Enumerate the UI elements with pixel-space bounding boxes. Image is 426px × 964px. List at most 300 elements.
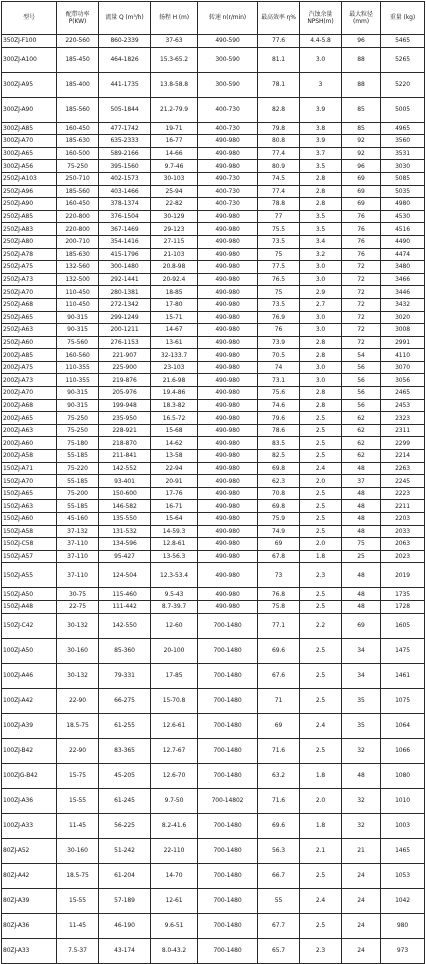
cell-npsh: 3.0 (300, 273, 342, 286)
cell-efficiency: 77.5 (258, 261, 300, 274)
cell-npsh: 2.5 (300, 500, 342, 513)
cell-model: 300ZJ-A95 (2, 72, 57, 97)
cell-speed: 490-980 (198, 298, 258, 311)
cell-head: 13-56.3 (151, 550, 198, 563)
cell-speed: 400-730 (198, 198, 258, 211)
cell-npsh: 2.8 (300, 349, 342, 362)
cell-efficiency: 82.8 (258, 97, 300, 122)
cell-model: 250ZJ-A96 (2, 185, 57, 198)
table-row (2, 336, 425, 349)
cell-power: 37-110 (57, 538, 99, 551)
cell-speed: 490-980 (198, 160, 258, 173)
cell-flow: 225-900 (99, 361, 151, 374)
cell-npsh: 2.3 (300, 563, 342, 588)
cell-model: 200ZJ-A58 (2, 450, 57, 463)
cell-efficiency: 79.6 (258, 412, 300, 425)
cell-speed: 490-980 (198, 210, 258, 223)
cell-npsh: 2.4 (300, 713, 342, 738)
cell-model: 100ZJ-A33 (2, 813, 57, 838)
cell-flow: 402-1573 (99, 172, 151, 185)
cell-flow: 228-921 (99, 424, 151, 437)
cell-model: 250ZJ-A103 (2, 172, 57, 185)
cell-head: 16.5-72 (151, 412, 198, 425)
cell-power: 185-630 (57, 248, 99, 261)
cell-particle-size: 54 (342, 349, 381, 362)
cell-head: 27-115 (151, 235, 198, 248)
cell-head: 32-133.7 (151, 349, 198, 362)
cell-particle-size: 96 (342, 35, 381, 48)
cell-particle-size: 48 (342, 563, 381, 588)
cell-speed: 400-730 (198, 122, 258, 135)
cell-flow: 79-331 (99, 663, 151, 688)
cell-npsh: 2.8 (300, 185, 342, 198)
cell-head: 9.7-50 (151, 788, 198, 813)
table-row (2, 713, 425, 738)
cell-power: 185-560 (57, 185, 99, 198)
cell-npsh: 2.5 (300, 738, 342, 763)
cell-flow: 61-204 (99, 863, 151, 888)
cell-head: 8.0-43.2 (151, 938, 198, 963)
cell-power: 75-250 (57, 412, 99, 425)
table-row (2, 938, 425, 963)
cell-model: 100ZJ-A46 (2, 663, 57, 688)
cell-flow: 299-1249 (99, 311, 151, 324)
cell-model: 250ZJ-A73 (2, 273, 57, 286)
cell-weight: 2311 (381, 424, 425, 437)
cell-power: 220-560 (57, 35, 99, 48)
cell-model: 100ZJ-B42 (2, 738, 57, 763)
cell-model: 200ZJ-A60 (2, 437, 57, 450)
cell-speed: 490-980 (198, 311, 258, 324)
table-row (2, 273, 425, 286)
cell-npsh: 2.8 (300, 198, 342, 211)
header-weight: 重量 (kg) (381, 2, 425, 35)
cell-npsh: 1.8 (300, 813, 342, 838)
cell-model: 300ZJ-A90 (2, 97, 57, 122)
cell-speed: 490-980 (198, 424, 258, 437)
cell-efficiency: 75 (258, 286, 300, 299)
cell-weight: 3432 (381, 298, 425, 311)
cell-model: 150ZJ-A48 (2, 600, 57, 613)
cell-head: 25-94 (151, 185, 198, 198)
cell-npsh: 3.5 (300, 210, 342, 223)
cell-model: 300ZJ-A85 (2, 122, 57, 135)
cell-power: 220-800 (57, 223, 99, 236)
cell-weight: 1053 (381, 863, 425, 888)
cell-particle-size: 32 (342, 738, 381, 763)
cell-npsh: 2.5 (300, 412, 342, 425)
cell-model: 80ZJ-A39 (2, 888, 57, 913)
cell-head: 17-85 (151, 663, 198, 688)
cell-particle-size: 72 (342, 286, 381, 299)
table-row (2, 223, 425, 236)
cell-model: 350ZJ-F100 (2, 35, 57, 48)
cell-power: 160-500 (57, 147, 99, 160)
cell-npsh: 3 (300, 72, 342, 97)
cell-model: 80ZJ-A36 (2, 913, 57, 938)
cell-head: 9.6-51 (151, 913, 198, 938)
cell-model: 300ZJ-A70 (2, 135, 57, 148)
cell-model: 200ZJ-A63 (2, 424, 57, 437)
cell-head: 18-85 (151, 286, 198, 299)
cell-npsh: 2.8 (300, 172, 342, 185)
cell-power: 18.5-75 (57, 713, 99, 738)
cell-particle-size: 32 (342, 788, 381, 813)
cell-efficiency: 62.3 (258, 475, 300, 488)
pump-spec-document (1, 1, 424, 964)
cell-npsh: 2.2 (300, 613, 342, 638)
cell-weight: 3008 (381, 324, 425, 337)
cell-flow: 218-870 (99, 437, 151, 450)
cell-efficiency: 78.1 (258, 72, 300, 97)
cell-model: 150ZJ-C42 (2, 613, 57, 638)
cell-speed: 490-980 (198, 324, 258, 337)
cell-head: 13-61 (151, 336, 198, 349)
table-row (2, 563, 425, 588)
cell-particle-size: 48 (342, 500, 381, 513)
cell-speed: 490-980 (198, 563, 258, 588)
cell-weight: 1064 (381, 713, 425, 738)
cell-efficiency: 55 (258, 888, 300, 913)
cell-power: 220-800 (57, 210, 99, 223)
pump-spec-table (1, 1, 425, 964)
cell-weight: 2323 (381, 412, 425, 425)
cell-flow: 395-1560 (99, 160, 151, 173)
cell-efficiency: 80.8 (258, 135, 300, 148)
cell-particle-size: 88 (342, 72, 381, 97)
cell-efficiency: 69.6 (258, 813, 300, 838)
cell-speed (198, 888, 258, 913)
cell-npsh: 2.5 (300, 863, 342, 888)
header-speed: 转速 n(r/min) (198, 2, 258, 35)
table-row (2, 788, 425, 813)
cell-flow: 146-582 (99, 500, 151, 513)
cell-npsh: 2.5 (300, 588, 342, 601)
cell-flow: 280-1381 (99, 286, 151, 299)
cell-efficiency: 77.4 (258, 147, 300, 160)
cell-flow: 57-189 (99, 888, 151, 913)
cell-efficiency: 76.5 (258, 273, 300, 286)
cell-model: 100ZJ-A36 (2, 788, 57, 813)
cell-particle-size: 69 (342, 172, 381, 185)
cell-speed (198, 688, 258, 713)
cell-model: 300ZJ-A100 (2, 47, 57, 72)
cell-particle-size: 72 (342, 324, 381, 337)
cell-speed: 490-980 (198, 235, 258, 248)
cell-npsh: 3.0 (300, 374, 342, 387)
table-row (2, 361, 425, 374)
cell-particle-size: 62 (342, 437, 381, 450)
cell-weight: 5005 (381, 97, 425, 122)
cell-npsh: 2.9 (300, 286, 342, 299)
cell-npsh: 3.7 (300, 147, 342, 160)
cell-speed: 490-590 (198, 35, 258, 48)
cell-npsh: 3.5 (300, 160, 342, 173)
cell-flow: 477-1742 (99, 122, 151, 135)
cell-flow: 505-1844 (99, 97, 151, 122)
cell-speed: 490-980 (198, 462, 258, 475)
cell-flow: 85-360 (99, 638, 151, 663)
cell-weight: 1080 (381, 763, 425, 788)
cell-power: 18.5-75 (57, 863, 99, 888)
cell-particle-size: 24 (342, 888, 381, 913)
cell-flow: 235-950 (99, 412, 151, 425)
cell-head: 20.8-98 (151, 261, 198, 274)
cell-npsh: 3.9 (300, 97, 342, 122)
cell-npsh: 2.5 (300, 424, 342, 437)
cell-power: 90-315 (57, 399, 99, 412)
cell-npsh: 2.7 (300, 298, 342, 311)
cell-power: 55-185 (57, 475, 99, 488)
cell-efficiency: 73 (258, 563, 300, 588)
cell-particle-size: 92 (342, 135, 381, 148)
cell-speed: 490-980 (198, 588, 258, 601)
cell-efficiency: 70.5 (258, 349, 300, 362)
cell-model: 200ZJ-A85 (2, 349, 57, 362)
cell-efficiency: 79.8 (258, 122, 300, 135)
cell-flow: 66-275 (99, 688, 151, 713)
cell-particle-size: 62 (342, 412, 381, 425)
cell-weight: 2465 (381, 387, 425, 400)
cell-weight: 5035 (381, 185, 425, 198)
cell-power: 30-160 (57, 838, 99, 863)
cell-particle-size: 62 (342, 450, 381, 463)
cell-power: 75-560 (57, 336, 99, 349)
cell-particle-size: 48 (342, 600, 381, 613)
table-row (2, 863, 425, 888)
cell-npsh: 2.1 (300, 838, 342, 863)
cell-power: 22-75 (57, 600, 99, 613)
cell-flow: 221-907 (99, 349, 151, 362)
cell-npsh: 3.9 (300, 135, 342, 148)
cell-head: 14-70 (151, 863, 198, 888)
cell-speed (198, 713, 258, 738)
cell-model: 150ZJ-A65 (2, 487, 57, 500)
cell-efficiency: 77.4 (258, 185, 300, 198)
cell-particle-size: 88 (342, 47, 381, 72)
cell-head (151, 563, 198, 588)
cell-efficiency: 78.8 (258, 198, 300, 211)
cell-particle-size: 21 (342, 838, 381, 863)
cell-power: 30-132 (57, 613, 99, 638)
cell-text: 700-1480 (213, 672, 242, 680)
cell-particle-size: 35 (342, 688, 381, 713)
table-row (2, 97, 425, 122)
cell-flow: 93-401 (99, 475, 151, 488)
cell-npsh: 2.0 (300, 475, 342, 488)
table-row (2, 888, 425, 913)
cell-power: 11-45 (57, 913, 99, 938)
cell-power: 11-45 (57, 813, 99, 838)
cell-particle-size: 35 (342, 713, 381, 738)
cell-model: 250ZJ-A83 (2, 223, 57, 236)
cell-npsh: 3.0 (300, 361, 342, 374)
cell-speed: 300-590 (198, 72, 258, 97)
table-body (2, 35, 425, 964)
cell-flow: 860-2339 (99, 35, 151, 48)
cell-speed: 490-980 (198, 399, 258, 412)
cell-model: 150ZJ-A63 (2, 500, 57, 513)
cell-particle-size: 48 (342, 487, 381, 500)
cell-model: 250ZJ-A90 (2, 198, 57, 211)
header-power: 配带功率 P(KW) (57, 2, 99, 35)
table-row (2, 838, 425, 863)
cell-power: 160-450 (57, 122, 99, 135)
cell-text: 13.8-58.8 (160, 81, 188, 89)
header-model: 型号 (2, 2, 57, 35)
cell-npsh: 2.4 (300, 888, 342, 913)
cell-weight: 3020 (381, 311, 425, 324)
table-row (2, 286, 425, 299)
cell-flow: 219-876 (99, 374, 151, 387)
cell-weight: 3531 (381, 147, 425, 160)
cell-speed (198, 813, 258, 838)
cell-npsh: 3.0 (300, 324, 342, 337)
cell-efficiency: 65.7 (258, 938, 300, 963)
cell-power: 132-500 (57, 273, 99, 286)
cell-speed: 490-980 (198, 437, 258, 450)
table-row (2, 913, 425, 938)
cell-flow: 131-532 (99, 525, 151, 538)
cell-head: 9.5-43 (151, 588, 198, 601)
table-row (2, 424, 425, 437)
cell-efficiency: 83.5 (258, 437, 300, 450)
cell-model: 200ZJ-A70 (2, 387, 57, 400)
cell-flow: 56-225 (99, 813, 151, 838)
cell-model: 150ZJ-C58 (2, 538, 57, 551)
cell-speed (198, 838, 258, 863)
cell-flow: 354-1416 (99, 235, 151, 248)
cell-speed: 300-590 (198, 47, 258, 72)
table-row (2, 412, 425, 425)
cell-weight: 4980 (381, 198, 425, 211)
cell-head: 21-103 (151, 248, 198, 261)
cell-speed: 490-980 (198, 475, 258, 488)
cell-npsh: 2.0 (300, 788, 342, 813)
cell-npsh: 2.5 (300, 688, 342, 713)
cell-particle-size: 56 (342, 361, 381, 374)
cell-npsh: 1.8 (300, 550, 342, 563)
cell-flow: 61-255 (99, 713, 151, 738)
cell-particle-size: 56 (342, 374, 381, 387)
cell-head: 20-100 (151, 638, 198, 663)
cell-npsh: 4.4-5.8 (300, 35, 342, 48)
cell-power: 132-560 (57, 261, 99, 274)
cell-weight: 4490 (381, 235, 425, 248)
table-row (2, 47, 425, 72)
cell-efficiency: 69.8 (258, 462, 300, 475)
cell-text: 700-1480 (213, 747, 242, 755)
cell-efficiency: 73.9 (258, 336, 300, 349)
table-row (2, 500, 425, 513)
cell-efficiency: 69 (258, 538, 300, 551)
cell-flow: 292-1441 (99, 273, 151, 286)
cell-npsh: 2.8 (300, 399, 342, 412)
cell-weight: 2033 (381, 525, 425, 538)
cell-efficiency: 75.6 (258, 387, 300, 400)
cell-weight: 973 (381, 938, 425, 963)
table-row (2, 374, 425, 387)
cell-flow: 300-1480 (99, 261, 151, 274)
cell-weight: 5265 (381, 47, 425, 72)
table-row (2, 160, 425, 173)
cell-npsh: 3.8 (300, 122, 342, 135)
cell-speed: 490-980 (198, 538, 258, 551)
cell-efficiency: 78.6 (258, 424, 300, 437)
cell-weight: 3446 (381, 286, 425, 299)
cell-weight: 1605 (381, 613, 425, 638)
cell-head: 12.6-70 (151, 763, 198, 788)
table-row (2, 738, 425, 763)
cell-efficiency: 75 (258, 248, 300, 261)
cell-power: 90-315 (57, 387, 99, 400)
cell-flow: 441-1735 (99, 72, 151, 97)
cell-particle-size: 92 (342, 147, 381, 160)
cell-power: 15-55 (57, 888, 99, 913)
cell-efficiency: 76.8 (258, 588, 300, 601)
cell-npsh: 2.5 (300, 450, 342, 463)
table-row (2, 550, 425, 563)
cell-head: 30-129 (151, 210, 198, 223)
cell-particle-size: 56 (342, 399, 381, 412)
cell-weight: 4516 (381, 223, 425, 236)
cell-model: 200ZJ-A75 (2, 361, 57, 374)
cell-weight: 3480 (381, 261, 425, 274)
cell-speed (198, 788, 258, 813)
cell-npsh: 2.5 (300, 487, 342, 500)
cell-power: 55-185 (57, 500, 99, 513)
cell-particle-size: 69 (342, 185, 381, 198)
cell-speed (198, 763, 258, 788)
cell-speed: 490-980 (198, 273, 258, 286)
cell-head: 12-61 (151, 888, 198, 913)
cell-model: 150ZJ-A70 (2, 475, 57, 488)
cell-flow: 134-596 (99, 538, 151, 551)
cell-head: 15-68 (151, 424, 198, 437)
cell-npsh: 2.5 (300, 513, 342, 526)
cell-head: 19-71 (151, 122, 198, 135)
cell-head: 15-71 (151, 311, 198, 324)
cell-head: 8.2-41.6 (151, 813, 198, 838)
table-row (2, 198, 425, 211)
cell-weight: 4110 (381, 349, 425, 362)
cell-efficiency: 73.1 (258, 374, 300, 387)
cell-speed: 490-980 (198, 361, 258, 374)
cell-head: 18.3-82 (151, 399, 198, 412)
cell-head (151, 97, 198, 122)
cell-speed: 490-980 (198, 450, 258, 463)
header-npsh: 汽蚀余量 NPSH(m) (300, 2, 342, 35)
cell-weight: 3466 (381, 273, 425, 286)
cell-power: 37-110 (57, 563, 99, 588)
cell-efficiency: 69 (258, 713, 300, 738)
cell-efficiency: 81.1 (258, 47, 300, 72)
cell-npsh: 3.4 (300, 235, 342, 248)
cell-model: 200ZJ-A73 (2, 374, 57, 387)
table-row (2, 613, 425, 638)
cell-power: 75-250 (57, 424, 99, 437)
cell-efficiency: 75.9 (258, 513, 300, 526)
cell-flow: 124-504 (99, 563, 151, 588)
table-row (2, 663, 425, 688)
cell-speed: 490-980 (198, 349, 258, 362)
cell-npsh: 2.5 (300, 913, 342, 938)
cell-particle-size: 69 (342, 198, 381, 211)
cell-head: 13-58 (151, 450, 198, 463)
cell-weight: 3030 (381, 160, 425, 173)
cell-model: 250ZJ-A70 (2, 286, 57, 299)
cell-power: 22-90 (57, 738, 99, 763)
